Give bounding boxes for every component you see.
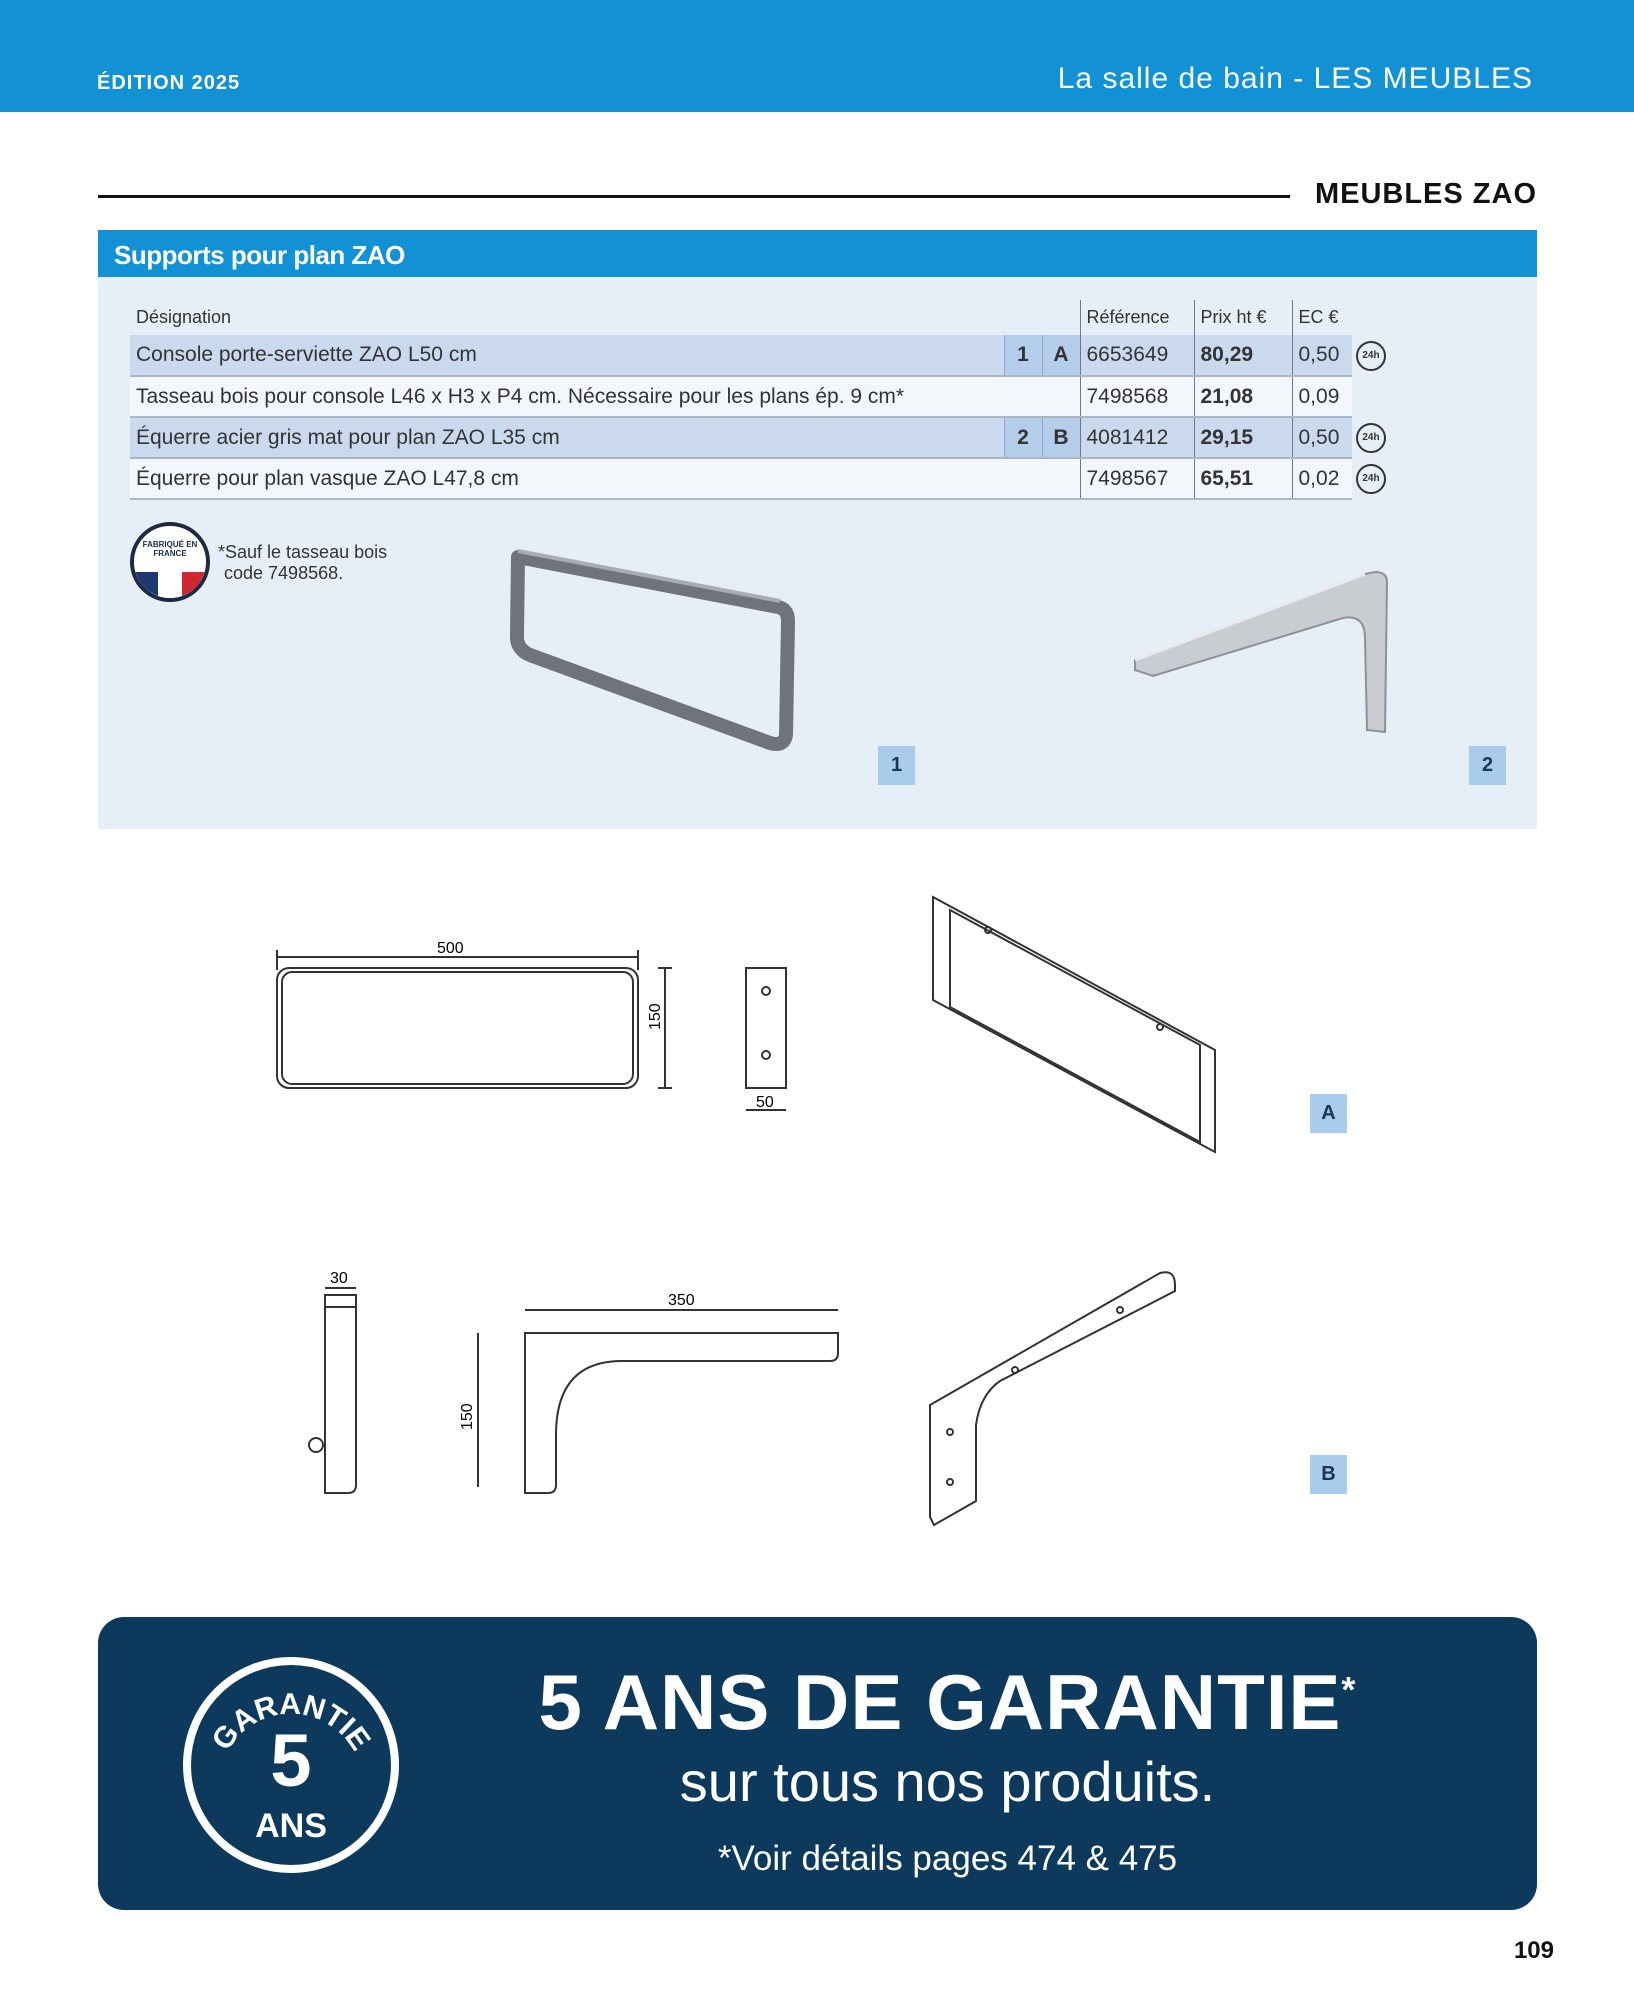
console-photo (508, 545, 868, 760)
col-ec: EC € (1292, 300, 1352, 335)
footnote-line: code 7498568. (224, 563, 344, 583)
designation: Équerre pour plan vasque ZAO L47,8 cm (130, 458, 1080, 499)
col-reference: Référence (1080, 300, 1194, 335)
dimension-depth: 30 (330, 1270, 348, 1287)
col-price: Prix ht € (1194, 300, 1292, 335)
reference: 4081412 (1080, 417, 1194, 458)
table-row[interactable] (130, 376, 1390, 417)
table-row[interactable] (130, 458, 1390, 499)
guarantee-banner (98, 1617, 1537, 1910)
footnote (218, 542, 438, 584)
table-row[interactable] (130, 335, 1390, 376)
ec: 0,50 (1292, 417, 1352, 458)
delivery-24h-icon: 24h (1356, 423, 1386, 453)
product-table (130, 300, 1390, 500)
drawing-label-a: A (1310, 1094, 1347, 1133)
price: 21,08 (1194, 376, 1292, 417)
dimension-depth: 50 (756, 1094, 774, 1111)
guarantee-subtitle: sur tous nos produits. (679, 1750, 1216, 1813)
family-title: MEUBLES ZAO (1314, 178, 1537, 210)
bracket-photo (1133, 562, 1453, 742)
designation: Tasseau bois pour console L46 x H3 x P4 cm. Nécessaire pour les plans ép. 9 cm* (130, 376, 1080, 417)
page-number: 109 (1513, 1937, 1554, 1964)
table-row[interactable] (130, 417, 1390, 458)
dimension-width: 500 (437, 940, 464, 957)
designation: Équerre acier gris mat pour plan ZAO L35 cm (130, 417, 1004, 458)
made-in-france-badge (130, 522, 210, 602)
reference: 6653649 (1080, 335, 1194, 376)
designation: Console porte-serviette ZAO L50 cm (130, 335, 1004, 376)
photo-ref: 1 (1004, 335, 1042, 376)
drawing-ref: A (1042, 335, 1080, 376)
seal-number: 5 (270, 1719, 312, 1802)
photo-label-1: 1 (878, 746, 915, 785)
reference: 7498568 (1080, 376, 1194, 417)
drawing-bracket (260, 1265, 1260, 1545)
photo-label-2: 2 (1469, 746, 1506, 785)
dimension-length: 350 (668, 1292, 695, 1309)
dimension-height: 150 (647, 1003, 664, 1030)
price: 65,51 (1194, 458, 1292, 499)
seal-top-text: GARANTIE (205, 1687, 377, 1757)
edition-label: ÉDITION 2025 (97, 72, 241, 94)
ec: 0,02 (1292, 458, 1352, 499)
delivery-24h-icon: 24h (1356, 341, 1386, 371)
reference: 7498567 (1080, 458, 1194, 499)
delivery-24h-icon: 24h (1356, 464, 1386, 494)
section-title: La salle de bain - LES MEUBLES (1057, 62, 1533, 95)
product-panel (98, 230, 1537, 829)
panel-title: Supports pour plan ZAO (98, 230, 1537, 277)
divider (98, 195, 1290, 198)
guarantee-note: *Voir détails pages 474 & 475 (717, 1839, 1178, 1878)
drawing-console (260, 880, 1260, 1160)
badge-text: FABRIQUÉ EN FRANCE (142, 540, 198, 558)
footnote-mark: * (1341, 1669, 1357, 1710)
drawing-ref: B (1042, 417, 1080, 458)
photo-ref: 2 (1004, 417, 1042, 458)
drawing-label-b: B (1310, 1455, 1347, 1494)
seal-bottom-text: ANS (255, 1807, 327, 1845)
col-designation: Désignation (136, 307, 232, 327)
guarantee-title-text: 5 ANS DE GARANTIE (538, 1658, 1342, 1746)
price: 80,29 (1194, 335, 1292, 376)
ec: 0,09 (1292, 376, 1352, 417)
footnote-line: *Sauf le tasseau bois (218, 542, 388, 562)
dimension-height: 150 (459, 1403, 476, 1430)
price: 29,15 (1194, 417, 1292, 458)
guarantee-title (98, 1657, 1537, 1748)
ec: 0,50 (1292, 335, 1352, 376)
